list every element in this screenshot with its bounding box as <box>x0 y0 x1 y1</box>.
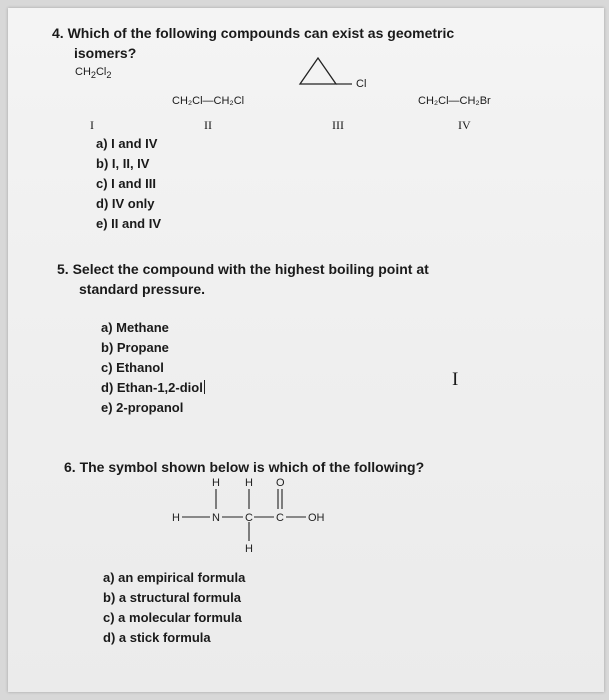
q6-option-b: b) a structural formula <box>103 590 241 605</box>
cyclopropane-ring <box>300 58 336 84</box>
q5-options <box>101 318 205 418</box>
q6-option-a: a) an empirical formula <box>103 570 246 585</box>
q4-prompt-line2: isomers? <box>74 45 137 61</box>
q5-prompt-line2: standard pressure. <box>79 281 206 297</box>
q6-options <box>103 568 245 648</box>
compound-iv-formula: CH₂Cl—CH₂Br <box>418 95 491 107</box>
bonds <box>182 489 306 541</box>
q4-option-b: b) I, II, IV <box>96 156 150 171</box>
q5-option-d: d) Ethan-1,2-diol <box>101 380 203 395</box>
label-roman-iv: IV <box>458 118 471 132</box>
atom-c-alpha: C <box>245 512 253 524</box>
q5-prompt-line1: 5. Select the compound with the highest boiling point at <box>57 261 429 277</box>
atom-oh: OH <box>308 512 325 524</box>
atom-o-carbonyl: O <box>276 477 285 489</box>
label-roman-ii: II <box>204 118 212 132</box>
text-cursor-icon: I <box>452 369 459 390</box>
q6-option-d: d) a stick formula <box>103 630 211 645</box>
structural-formula-diagram <box>168 474 348 554</box>
q4-option-a: a) I and IV <box>96 136 158 151</box>
atom-h-top-c: H <box>245 477 253 489</box>
atom-h-bottom: H <box>245 543 253 554</box>
q5-option-a: a) Methane <box>101 320 169 335</box>
q5-option-e: e) 2-propanol <box>101 400 184 415</box>
q6-prompt: 6. The symbol shown below is which of the following? <box>64 459 425 475</box>
q4-option-e: e) II and IV <box>96 216 162 231</box>
atom-c-carboxyl: C <box>276 512 284 524</box>
q6-option-c: c) a molecular formula <box>103 610 242 625</box>
atom-n: N <box>212 512 220 524</box>
label-roman-i: I <box>90 118 94 132</box>
q5-option-c: c) Ethanol <box>101 360 164 375</box>
worksheet-page <box>8 8 604 692</box>
cyclopropane-structure <box>298 54 354 88</box>
q5-option-b: b) Propane <box>101 340 169 355</box>
compound-iii-cl: Cl <box>356 78 367 90</box>
q4-option-d: d) IV only <box>96 196 155 211</box>
q4-options <box>96 134 161 234</box>
compound-ii-formula: CH₂Cl—CH₂Cl <box>172 95 245 107</box>
atom-h-left: H <box>172 512 180 524</box>
label-roman-iii: III <box>332 118 344 132</box>
atom-h-top-n: H <box>212 477 220 489</box>
q4-option-c: c) I and III <box>96 176 156 191</box>
q4-prompt-line1: 4. Which of the following compounds can exist as geometric <box>52 25 455 41</box>
text-caret <box>204 380 205 394</box>
compound-i-formula: $CH_2Cl_2$ <box>75 66 112 81</box>
